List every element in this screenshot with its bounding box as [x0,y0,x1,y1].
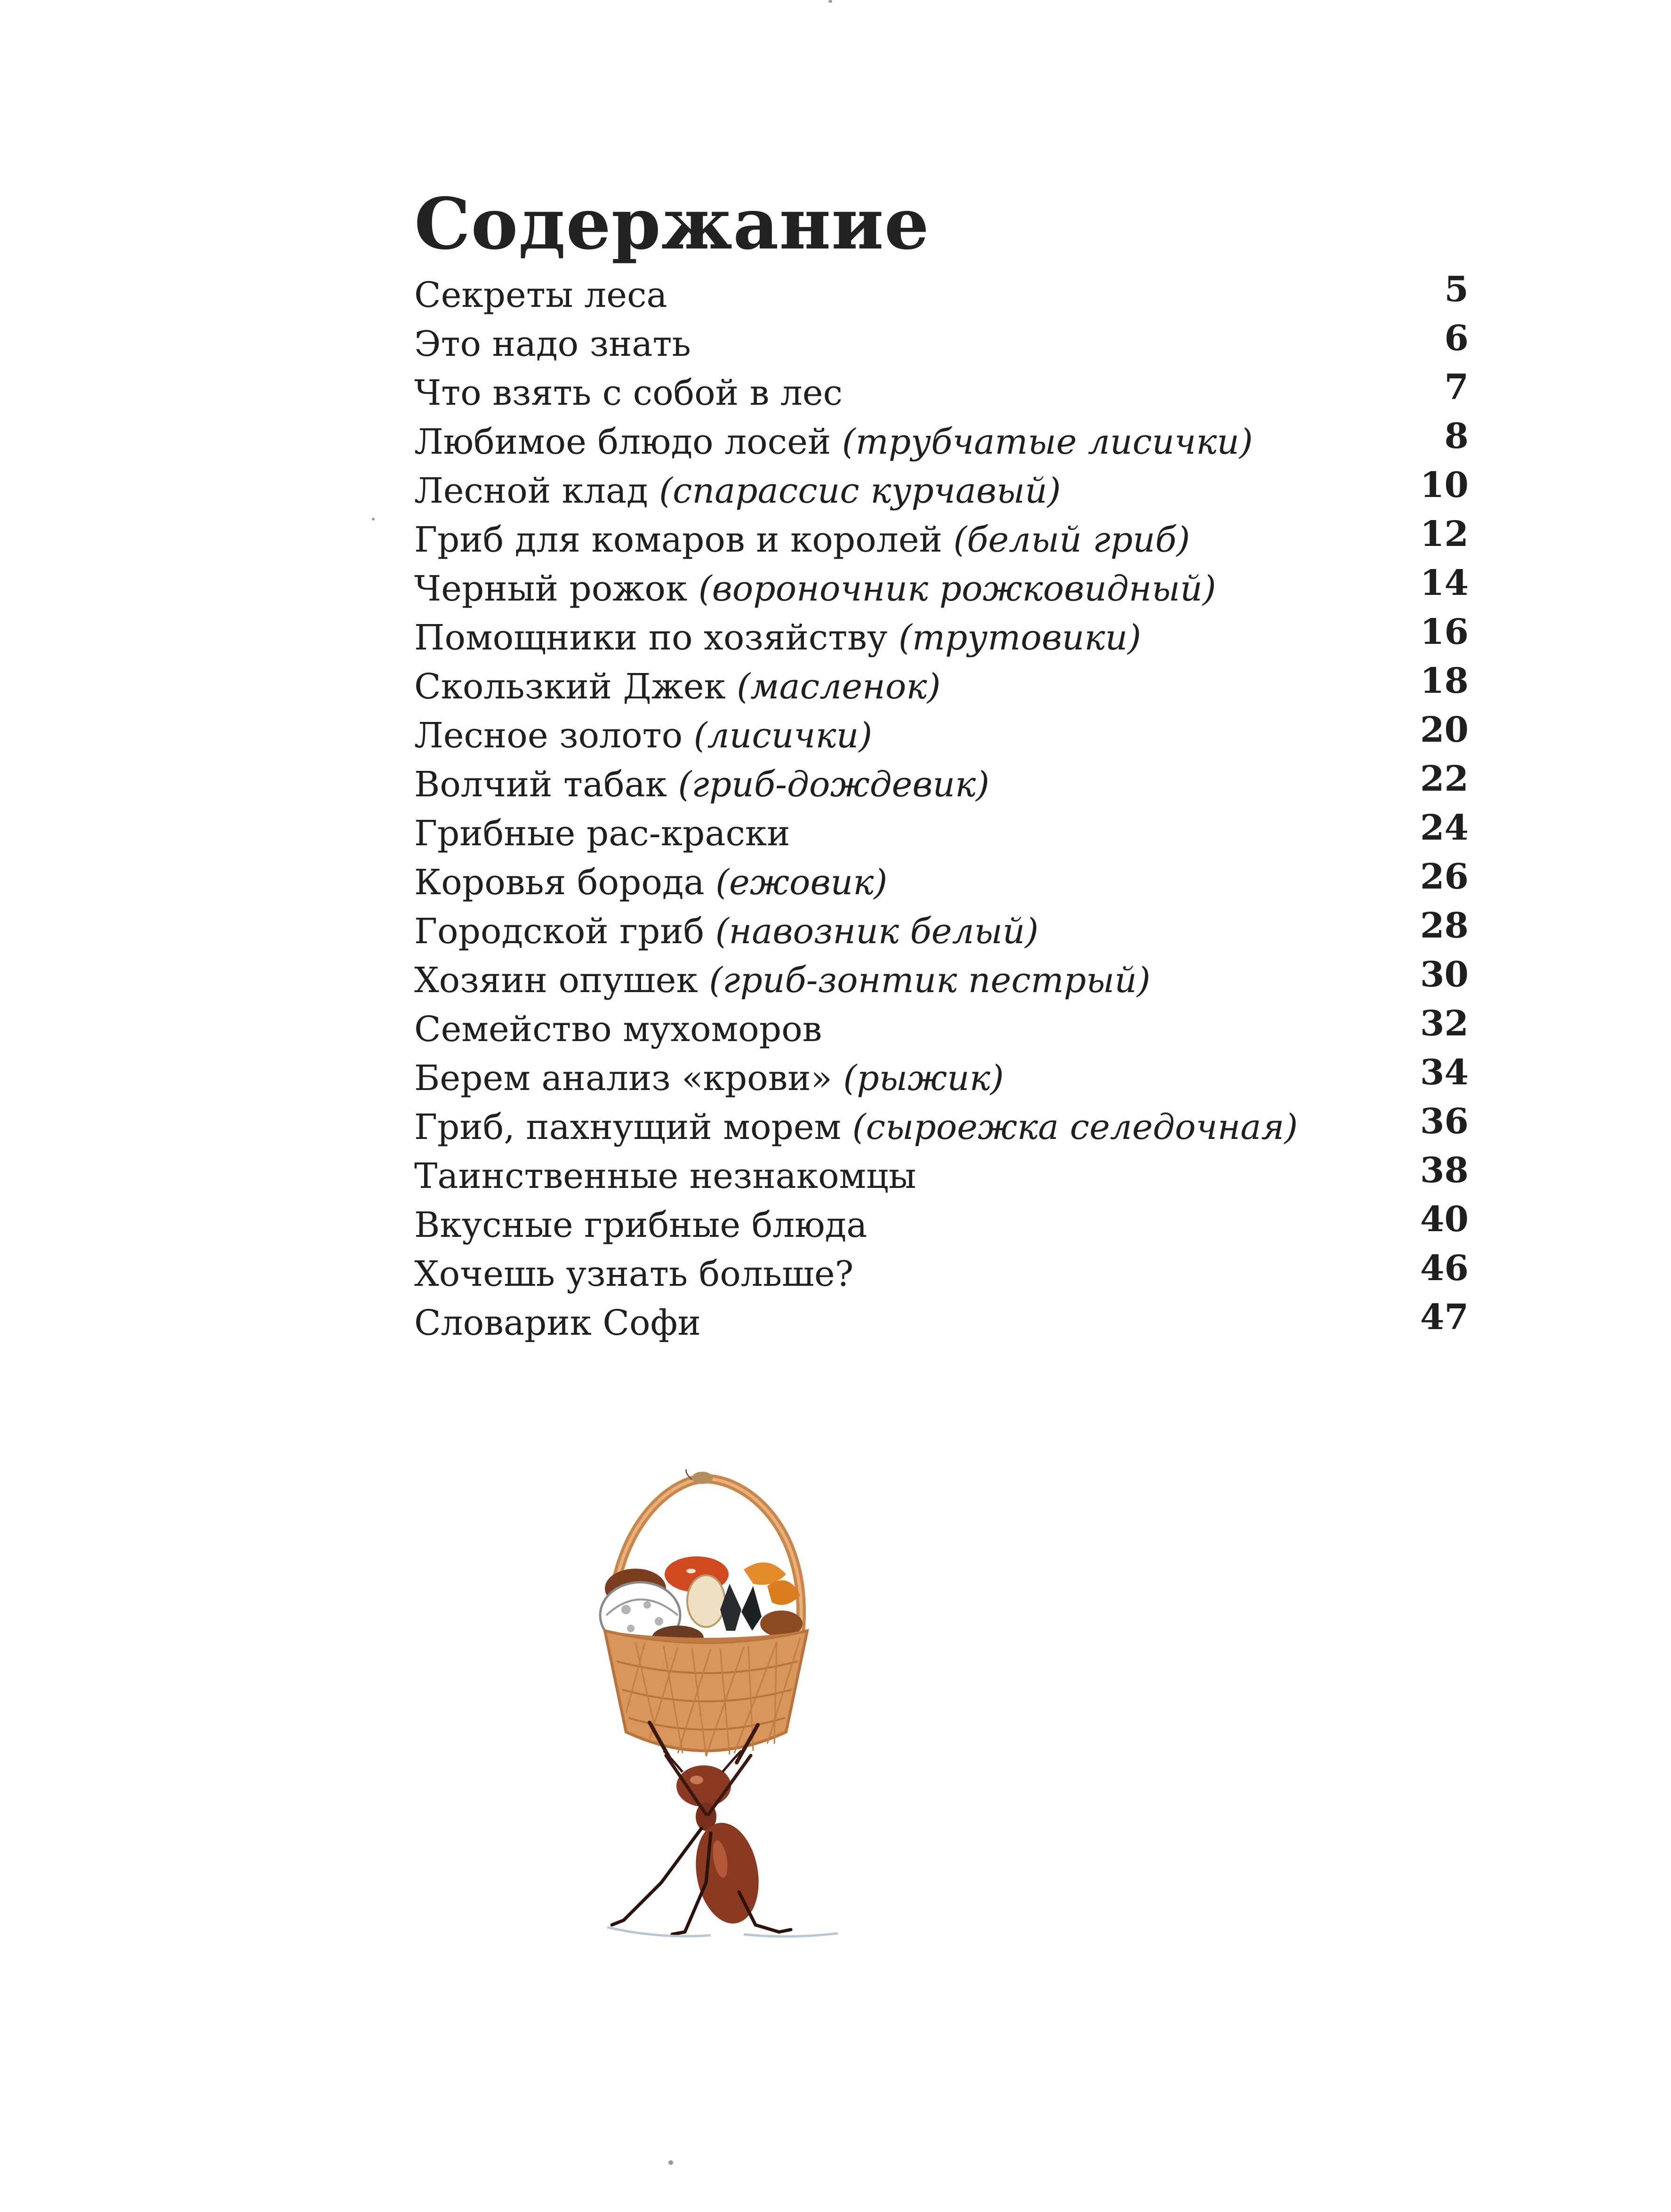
toc-entry [414,662,1469,711]
page-title: Содержание [414,182,930,265]
toc-entry-title [414,1054,1004,1103]
toc-entry-title [414,1152,916,1201]
toc-entry-page-number: 38 [1420,1150,1469,1191]
toc-entry-page-number: 22 [1420,759,1469,799]
toc-entry-note: (рыжик) [843,1058,1004,1098]
toc-entry-page-number: 12 [1420,514,1469,554]
toc-entry-title [414,809,790,858]
toc-entry-title [414,1250,853,1298]
toc-entry-title [414,907,1038,956]
toc-entry-title [414,271,667,320]
toc-entry-page-number: 14 [1420,563,1469,603]
toc-entry-main-text: Гриб для комаров и королей [414,520,954,560]
toc-entry-main-text: Хозяин опушек [414,960,709,1001]
toc-entry-page-number: 6 [1444,318,1469,359]
toc-entry-page-number: 26 [1420,857,1469,897]
toc-entry-note: (белый гриб) [953,520,1190,560]
toc-entry-title [414,760,989,809]
toc-entry [414,1152,1469,1201]
toc-entry-title [414,858,887,907]
toc-entry-page-number: 20 [1420,710,1469,750]
toc-entry-note: (ежовик) [715,862,888,903]
toc-entry [414,417,1469,466]
toc-entry-title [414,1201,867,1250]
wicker-basket [605,1631,807,1756]
toc-entry-title [414,711,872,760]
toc-entry-title [414,956,1150,1005]
toc-entry-page-number: 32 [1420,1003,1469,1044]
toc-entry-main-text: Гриб, пахнущий морем [414,1107,852,1147]
toc-entry-main-text: Скользкий Джек [414,666,737,707]
toc-entry-page-number: 40 [1420,1199,1469,1240]
toc-entry-note: (вороночник рожковидный) [698,569,1216,609]
toc-entry [414,809,1469,858]
toc-entry-main-text: Лесное золото [414,715,694,756]
toc-entry [414,613,1469,662]
toc-entry-note: (спарассис курчавый) [659,471,1061,511]
table-of-contents [414,271,1469,1347]
toc-entry-page-number: 24 [1420,808,1469,848]
toc-entry [414,515,1469,564]
toc-entry-page-number: 30 [1420,954,1469,995]
toc-entry-main-text: Грибные рас-краски [414,813,790,854]
toc-entry-title [414,369,843,417]
toc-entry-note: (масленок) [737,666,941,707]
toc-entry-main-text: Словарик Софи [414,1303,701,1343]
toc-entry-title [414,1005,822,1054]
toc-entry-note: (навозник белый) [715,911,1039,952]
toc-entry [414,1054,1469,1103]
toc-entry-page-number: 8 [1444,416,1469,457]
toc-entry [414,907,1469,956]
toc-entry-page-number: 47 [1420,1297,1469,1338]
toc-entry-note: (сыроежка селедочная) [852,1107,1298,1147]
toc-entry-main-text: Хочешь узнать больше? [414,1254,854,1294]
toc-entry [414,369,1469,417]
toc-entry [414,320,1469,369]
toc-entry-main-text: Коровья борода [414,862,716,903]
toc-entry-title [414,1298,701,1347]
toc-entry-page-number: 28 [1420,906,1469,946]
toc-entry-main-text: Что взять с собой в лес [414,373,843,413]
toc-entry-main-text: Черный рожок [414,569,699,609]
toc-entry [414,1103,1469,1152]
toc-entry [414,466,1469,515]
toc-entry-page-number: 46 [1420,1248,1469,1289]
toc-entry-page-number: 16 [1420,612,1469,652]
toc-entry-page-number: 5 [1444,269,1469,310]
toc-entry-main-text: Берем анализ «крови» [414,1058,844,1098]
scan-speck [828,0,832,3]
toc-entry [414,564,1469,613]
toc-entry-note: (лисички) [693,715,873,756]
toc-entry-page-number: 18 [1420,661,1469,701]
toc-entry-page-number: 10 [1420,465,1469,505]
toc-entry-main-text: Семейство мухоморов [414,1009,822,1050]
toc-entry-main-text: Любимое блюдо лосей [414,422,842,462]
toc-entry-title [414,466,1061,515]
scan-speck [372,518,375,521]
toc-entry-title [414,613,1141,662]
toc-entry [414,1250,1469,1298]
toc-entry [414,956,1469,1005]
ant-carrying-mushroom-basket-illustration [565,1468,857,1953]
toc-entry-title [414,417,1253,466]
scan-speck [668,2160,673,2165]
toc-entry [414,858,1469,907]
toc-entry-title [414,515,1190,564]
toc-entry-page-number: 7 [1444,367,1469,408]
toc-entry-main-text: Секреты леса [414,275,667,315]
toc-entry-main-text: Это надо знать [414,324,691,364]
toc-entry-main-text: Вкусные грибные блюда [414,1205,868,1245]
toc-entry-main-text: Таинственные незнакомцы [414,1156,916,1196]
toc-entry-main-text: Городской гриб [414,911,715,952]
toc-entry-page-number: 36 [1420,1101,1469,1142]
toc-entry [414,711,1469,760]
ant-character [607,1723,838,1937]
toc-entry-main-text: Лесной клад [414,471,659,511]
toc-entry-note: (гриб-зонтик пестрый) [709,960,1151,1001]
toc-entry-title [414,1103,1298,1152]
toc-entry [414,1201,1469,1250]
toc-entry [414,760,1469,809]
toc-entry-main-text: Помощники по хозяйству [414,617,899,658]
toc-entry [414,1298,1469,1347]
toc-entry [414,271,1469,320]
toc-entry [414,1005,1469,1054]
toc-entry-note: (трубчатые лисички) [842,422,1253,462]
toc-entry-title [414,564,1216,613]
toc-entry-main-text: Волчий табак [414,764,678,805]
toc-entry-page-number: 34 [1420,1052,1469,1093]
toc-entry-title [414,320,691,369]
toc-entry-note: (трутовики) [898,617,1141,658]
toc-entry-note: (гриб-дождевик) [678,764,990,805]
toc-entry-title [414,662,940,711]
